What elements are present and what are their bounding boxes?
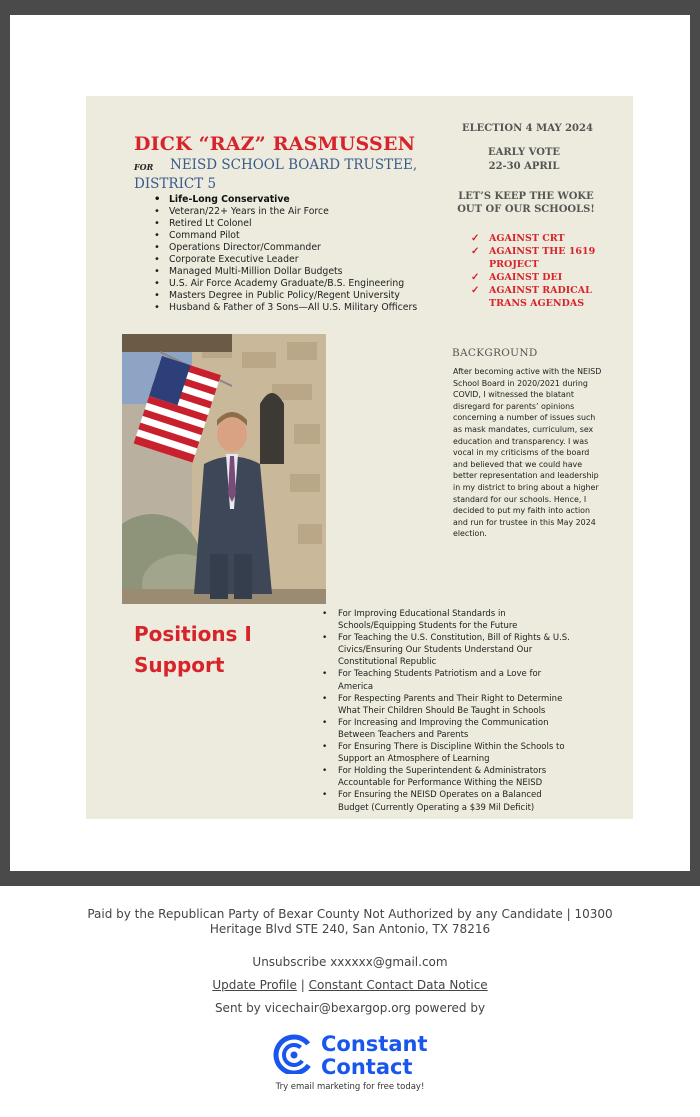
unsubscribe-link[interactable]: Unsubscribe xxxxxx@gmail.com bbox=[252, 955, 448, 969]
early-vote-label: EARLY VOTE bbox=[487, 147, 561, 158]
position-item: • For Teaching the U.S. Constitution, Bill of Rights & U.S. Civics/Ensuring Our Students Understand Our Constitutional Republic bbox=[322, 632, 570, 668]
data-notice-link[interactable]: Constant Contact Data Notice bbox=[308, 978, 488, 992]
candidate-name: DICK “RAZ” RASMUSSEN bbox=[134, 133, 416, 155]
position-item: • For Ensuring There is Discipline Within the Schools to Support an Atmosphere of Learning bbox=[322, 741, 570, 765]
against-item: ✓ AGAINST DEI bbox=[471, 272, 563, 283]
check-icon: ✓ bbox=[471, 233, 480, 244]
link-separator: | bbox=[300, 978, 305, 992]
position-item: • For Respecting Parents and Their Right to Determine What Their Children Should Be Taught in Schools bbox=[322, 693, 570, 717]
election-date: ELECTION 4 MAY 2024 bbox=[462, 123, 593, 134]
check-icon: ✓ bbox=[471, 246, 480, 257]
against-item: ✓ AGAINST THE 1619 PROJECT bbox=[471, 246, 596, 270]
qualification-item: • Masters Degree in Public Policy/Regent University bbox=[154, 290, 417, 302]
positions-list bbox=[322, 608, 570, 814]
background-heading: BACKGROUND bbox=[452, 347, 538, 359]
slogan-line-2: OUT OF OUR SCHOOLS! bbox=[457, 204, 595, 215]
logo-word-constant: Constant bbox=[321, 1032, 428, 1056]
qualification-item: • Life-Long Conservative bbox=[154, 194, 417, 206]
email-sheet bbox=[10, 15, 690, 871]
check-icon: ✓ bbox=[471, 285, 480, 296]
qualification-item: • Husband & Father of 3 Sons—All U.S. Military Officers bbox=[154, 302, 417, 314]
position-item: • For Improving Educational Standards in Schools/Equipping Students for the Future bbox=[322, 608, 570, 632]
position-item: • For Ensuring the NEISD Operates on a Balanced Budget (Currently Operating a $39 Mil Deficit) bbox=[322, 789, 570, 813]
logo-tagline[interactable]: Try email marketing for free today! bbox=[275, 1082, 425, 1092]
candidate-photo bbox=[122, 334, 326, 604]
office-title: NEISD SCHOOL BOARD TRUSTEE, bbox=[170, 157, 418, 173]
background-text: After becoming active with the NEISD School Board in 2020/2021 during COVID, I witnessed the blatant disregard for parents’ opinions concerning a number of issues such as mask mandates, curriculum, sex education and transparency. I was vocal in my criticisms of the board and believed that we could have better representation and leadership in my district to bring about a higher standard for our schools. Hence, I decided to put my faith into action and run for trustee in this May 2024 election. bbox=[453, 367, 602, 539]
qualification-item: • Managed Multi-Million Dollar Budgets bbox=[154, 266, 417, 278]
slogan-line-1: LET’S KEEP THE WOKE bbox=[458, 191, 594, 202]
positions-heading: Positions I Support bbox=[134, 622, 252, 677]
against-item: ✓ AGAINST RADICAL TRANS AGENDAS bbox=[471, 285, 592, 309]
logo-word-contact: Contact bbox=[321, 1055, 413, 1079]
qualification-item: • Command Pilot bbox=[154, 230, 417, 242]
for-label: FOR bbox=[134, 162, 154, 172]
against-list bbox=[471, 232, 595, 310]
qualification-item: • Corporate Executive Leader bbox=[154, 254, 417, 266]
position-item: • For Increasing and Improving the Communication Between Teachers and Parents bbox=[322, 717, 570, 741]
qualification-item: • Retired Lt Colonel bbox=[154, 218, 417, 230]
check-icon: ✓ bbox=[471, 272, 480, 283]
qualification-item: • U.S. Air Force Academy Graduate/B.S. Engineering bbox=[154, 278, 417, 290]
campaign-flyer bbox=[86, 96, 633, 819]
position-item: • For Teaching Students Patriotism and a Love for America bbox=[322, 668, 570, 692]
disclaimer-line-1: Paid by the Republican Party of Bexar County Not Authorized by any Candidate | 10300 bbox=[87, 907, 613, 921]
qualification-item: • Veteran/22+ Years in the Air Force bbox=[154, 206, 417, 218]
sent-by-line: Sent by vicechair@bexargop.org powered by bbox=[214, 1001, 486, 1015]
district-title: DISTRICT 5 bbox=[134, 176, 217, 192]
email-footer bbox=[0, 886, 700, 1117]
qualifications-list bbox=[154, 194, 417, 314]
position-item: • For Holding the Superintendent & Administrators Accountable for Performance Withing the NEISD bbox=[322, 765, 570, 789]
qualification-item: • Operations Director/Commander bbox=[154, 242, 417, 254]
footer-links bbox=[0, 978, 700, 992]
early-vote-dates: 22-30 APRIL bbox=[488, 161, 560, 172]
disclaimer-line-2: Heritage Blvd STE 240, San Antonio, TX 78216 bbox=[209, 922, 491, 936]
against-item: ✓ AGAINST CRT bbox=[471, 233, 565, 244]
update-profile-link[interactable]: Update Profile bbox=[212, 978, 297, 992]
